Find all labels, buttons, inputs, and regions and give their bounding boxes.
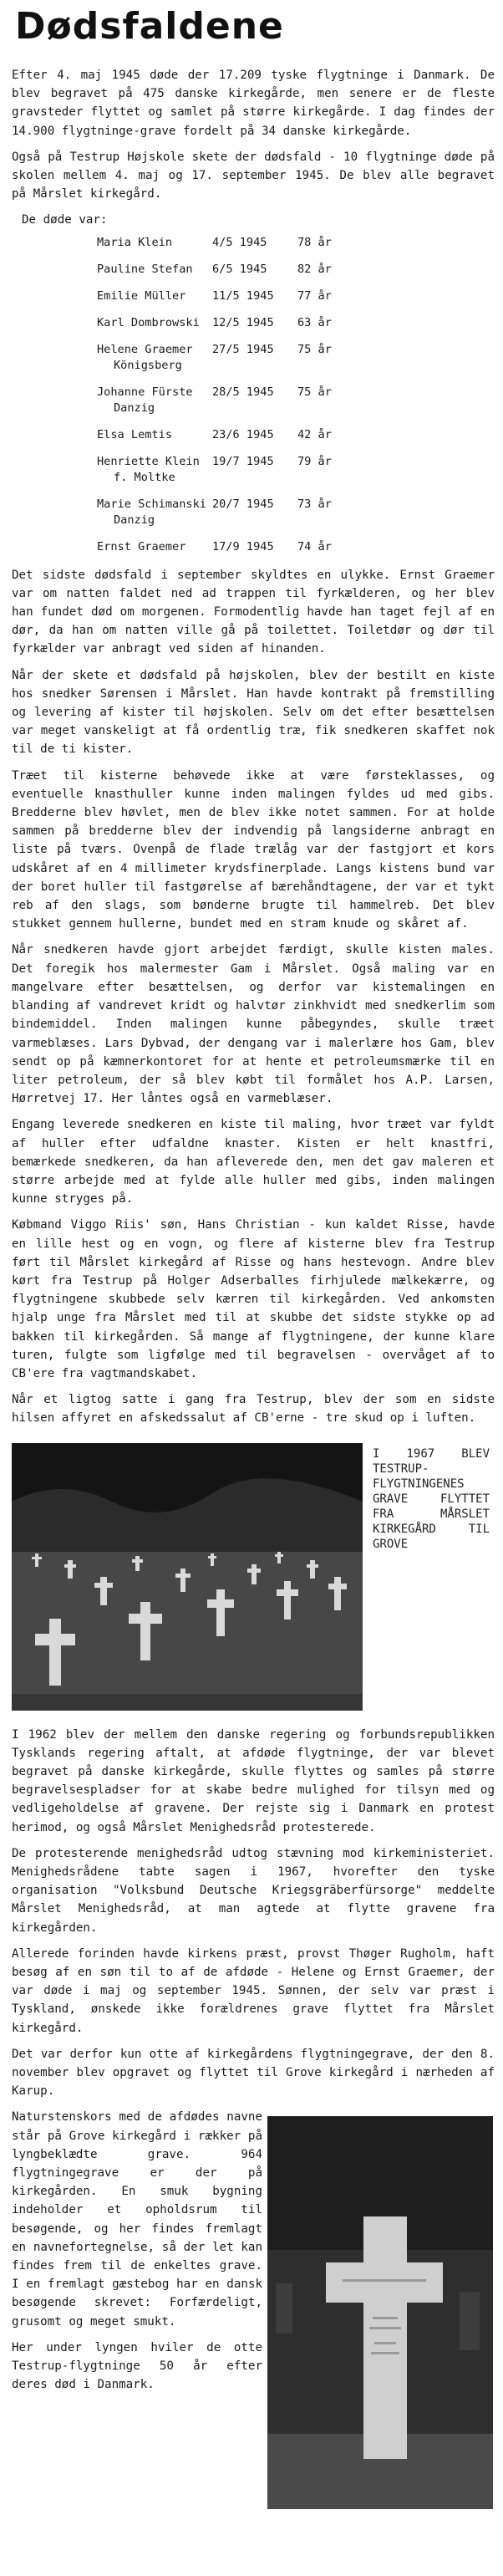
dead-name-line: Marie Schimanski — [97, 497, 206, 511]
dead-list-row — [97, 497, 495, 528]
dead-name — [97, 342, 212, 374]
paragraph-knots: Engang leverede snedkeren en kiste til maling, hvor træet var fyldt af huller efter udfaldne knaster. Kisten er helt knastfri, bemærkede snedkeren, da han afleverede den, men det gav maleren et større arbejde med at fylde alle huller med gibs, inden malingen kunne stryges på. — [12, 1118, 495, 1206]
dead-age: 63 år — [297, 315, 332, 329]
dead-name-line: Karl Dombrowski — [97, 315, 200, 329]
cemetery-photo-block — [12, 1443, 495, 1711]
dead-date: 23/6 1945 — [212, 427, 274, 441]
dead-age: 78 år — [297, 235, 332, 249]
paragraph-testrup: Også på Testrup Højskole skete der dødsfald - 10 flygtninge døde på skolen mellem 4. maj og 17. september 1945. De blev alle begravet på Mårslet kirkegård. — [12, 150, 495, 201]
paragraph-protest: De protesterende menighedsråd udtog stævning mod kirkeministeriet. Menighedsrådene tabte sagen i 1967, hvorefter den tyske organisation "Volksbund Deutsche Kriegsgräberfürsorge" meddelte Mårslet Menighedsråd, at man agtede at flytte gravene fra kirkegården. — [12, 1846, 495, 1935]
dead-date: 27/5 1945 — [212, 342, 274, 356]
dead-name-subline: Königsberg — [114, 358, 182, 372]
dead-name-line: Henriette Klein — [97, 454, 200, 468]
dead-list-row — [97, 288, 495, 304]
dead-age: 77 år — [297, 288, 332, 303]
dead-list-row — [97, 539, 495, 555]
paragraph-salute: Når et ligtog satte i gang fra Testrup, blev der som en sidste hilsen affyret en afskedssalut af CB'erne - tre skud op i luften. — [12, 1393, 495, 1426]
dead-name — [97, 497, 212, 528]
dead-age: 75 år — [297, 385, 332, 399]
dead-name — [97, 235, 212, 251]
dead-list-row — [97, 427, 495, 443]
paragraph-wood: Træet til kisterne behøvede ikke at være førsteklasses, og eventuelle knasthuller kunne inden malingen fyldes ud med gibs. Bredderne blev høvlet, men de blev ikke notet sammen. For at holde sammen på bredderne blev der indvendig på langsiderne anbragt en liste på tværs. Ovenpå de flade trælåg var der fastgjort et kors udskåret af en 4 millimeter krydsfinerplade. Langs kistens bund var der boret huller til fastgørelse af bærehåndtagene, der var et tykt reb af den slags, som bønderne brugte til hammelreb. Det blev stukket gennem hullerne, bundet med en stram knude og skåret af. — [12, 768, 495, 931]
dead-age: 75 år — [297, 342, 332, 356]
paragraph-closing: Her under lyngen hviler de otte Testrup-flygtninge 50 år efter deres død i Danmark. — [12, 2340, 262, 2392]
dead-name — [97, 454, 212, 486]
page-title: Dødsfaldene — [15, 5, 284, 48]
article-body — [12, 66, 495, 2576]
dead-date: 28/5 1945 — [212, 385, 274, 399]
dead-date: 20/7 1945 — [212, 497, 274, 511]
dead-list-row — [97, 454, 495, 486]
dead-name-line: Johanne Fürste — [97, 385, 193, 399]
grove-text — [12, 2108, 262, 2394]
paragraph-moved: Det var derfor kun otte af kirkegårdens flygtningegrave, der den 8. november blev opgravet og flyttet til Grove kirkegård i nærheden af Karup. — [12, 2047, 495, 2099]
dead-date: 19/7 1945 — [212, 454, 274, 468]
dead-age: 82 år — [297, 262, 332, 276]
dead-list-row — [97, 342, 495, 374]
paragraph-rugholm: Allerede forinden havde kirkens præst, provst Thøger Rugholm, haft besøg af en søn til to af de afdøde - Helene og Ernst Graemer, der var døde i maj og september 1945. Sønnen, der selv var præst i Tyskland, ønskede ikke forældrenes grave flyttet fra Mårslet kirkegård. — [12, 1946, 495, 2035]
dead-name-line: Ernst Graemer — [97, 539, 186, 553]
paragraph-accident: Det sidste dødsfald i september skyldtes en ulykke. Ernst Graemer var om natten faldet ned ad trappen til fyrkælderen, og her blev han fundet død om morgenen. Formodentlig havde han taget fejl af en dør, da han om natten ville gå på toilettet. Toiletdør og dør til fyrkælder var anbragt ved siden af hinanden. — [12, 568, 495, 656]
paragraph-transport: Købmand Viggo Riis' søn, Hans Christian - kun kaldet Risse, havde en lille hest og en vogn, og flere af kisterne blev fra Testrup ført til Mårslet kirkegård af Risse og hans hestevogn. Andre blev kørt fra Testrup på Holger Adserballes firhjulede mælkekærre, og flygtningene skubbede selv kærren til kirkegården. Ved ankomsten hjalp unge fra Mårslet med til at skubbe det sidste stykke op ad bakken til kirkegården. Så mange af flygtningene, der kunne klare turen, fulgte som ligfølge med til begravelsen - overvåget af to CB'ere fra vagtmandskabet. — [12, 1218, 495, 1380]
dead-name — [97, 262, 212, 278]
cemetery-crosses-photo — [12, 1443, 363, 1711]
grove-block — [12, 2108, 495, 2576]
dead-date: 17/9 1945 — [212, 539, 274, 553]
dead-name-line: Emilie Müller — [97, 288, 186, 303]
dead-name-subline: f. Moltke — [114, 470, 175, 484]
dead-name — [97, 315, 212, 331]
dead-list-row — [97, 262, 495, 278]
dead-name — [97, 385, 212, 416]
paragraph-grove: Naturstenskors med de afdødes navne står på Grove kirkegård i rækker på lyngbeklædte grave. 964 flygtningegrave er der på kirkegården. En smuk bygning indeholder et opholdsrum til besøgende, og her findes fremlagt en navnefortegnelse, så der let kan findes frem til de enkeltes grave. I en fremlagt gæstebog har en dansk besøgende skrevet: Forfærdeligt, grusomt og meget smukt. — [12, 2110, 262, 2329]
dead-date: 11/5 1945 — [212, 288, 274, 303]
dead-name-subline: Danzig — [114, 400, 155, 415]
paragraph-1962: I 1962 blev der mellem den danske regering og forbundsrepublikken Tysklands regering aftalt, at afdøde flygtninge, der var blevet begravet på danske kirkegårde, skulle flyttes og samles på større begravelsespladser for at skabe bedre mulighed for tilsyn med og vedligeholdelse af gravene. Der rejste sig i Danmark en protest herimod, og også Mårslet Menighedsråd protesterede. — [12, 1727, 495, 1834]
dead-age: 73 år — [297, 497, 332, 511]
dead-list-label: De døde var: — [22, 213, 108, 227]
paragraph-painting: Når snedkeren havde gjort arbejdet færdigt, skulle kisten males. Det foregik hos malermester Gam i Mårslet. Også maling var en mangelvare efter besættelsen, og derfor var kistemalingen en blanding af vandrevet kridt og halvtør zinkhvidt med snedkerlim som bindemiddel. Inden malingen kunne påbegyndes, skulle træet varmeblæses. Lars Dybvad, der dengang var i malerlære hos Gam, blev sendt op på kæmnerkontoret for at hente et petroleumsmærke til en liter petroleum, der så blev købt til formålet hos A.P. Larsen, Hørretvej 17. Her låntes også en varmeblæser. — [12, 943, 495, 1106]
grove-cross-photo — [267, 2116, 493, 2509]
dead-name — [97, 539, 212, 555]
dead-name-line: Pauline Stefan — [97, 262, 193, 276]
dead-age: 79 år — [297, 454, 332, 468]
dead-date: 6/5 1945 — [212, 262, 267, 276]
dead-date: 4/5 1945 — [212, 235, 267, 249]
dead-name-line: Maria Klein — [97, 235, 173, 249]
paragraph-intro: Efter 4. maj 1945 døde der 17.209 tyske flygtninge i Danmark. De blev begravet på 475 danske kirkegårde, men senere er de fleste gravsteder flyttet og samlet på større kirkegårde. I dag findes der 14.900 flygtninge-grave fordelt på 34 danske kirkegårde. — [12, 69, 495, 138]
dead-age: 74 år — [297, 539, 332, 553]
dead-name-line: Elsa Lemtis — [97, 427, 173, 441]
dead-name-line: Helene Graemer — [97, 342, 193, 356]
dead-name-subline: Danzig — [114, 513, 155, 527]
dead-name — [97, 427, 212, 443]
dead-list — [97, 235, 495, 555]
dead-date: 12/5 1945 — [212, 315, 274, 329]
dead-list-row — [97, 235, 495, 251]
dead-list-row — [97, 315, 495, 331]
dead-age: 42 år — [297, 427, 332, 441]
dead-list-row — [97, 385, 495, 416]
photo-caption: I 1967 BLEV TESTRUP-FLYGTNINGENES GRAVE FLYTTET FRA MÅRSLET KIRKEGÅRD TIL GROVE — [373, 1446, 490, 1551]
dead-name — [97, 288, 212, 304]
paragraph-coffins: Når der skete et dødsfald på højskolen, blev der bestilt en kiste hos snedker Sørensen i Mårslet. Han havde kontrakt på fremstilling og levering af kister til højskolen. Selv om det efter besættelsen var meget vanskeligt at få ordentlig træ, fik snedkeren skaffet nok til de ti kister. — [12, 668, 495, 757]
